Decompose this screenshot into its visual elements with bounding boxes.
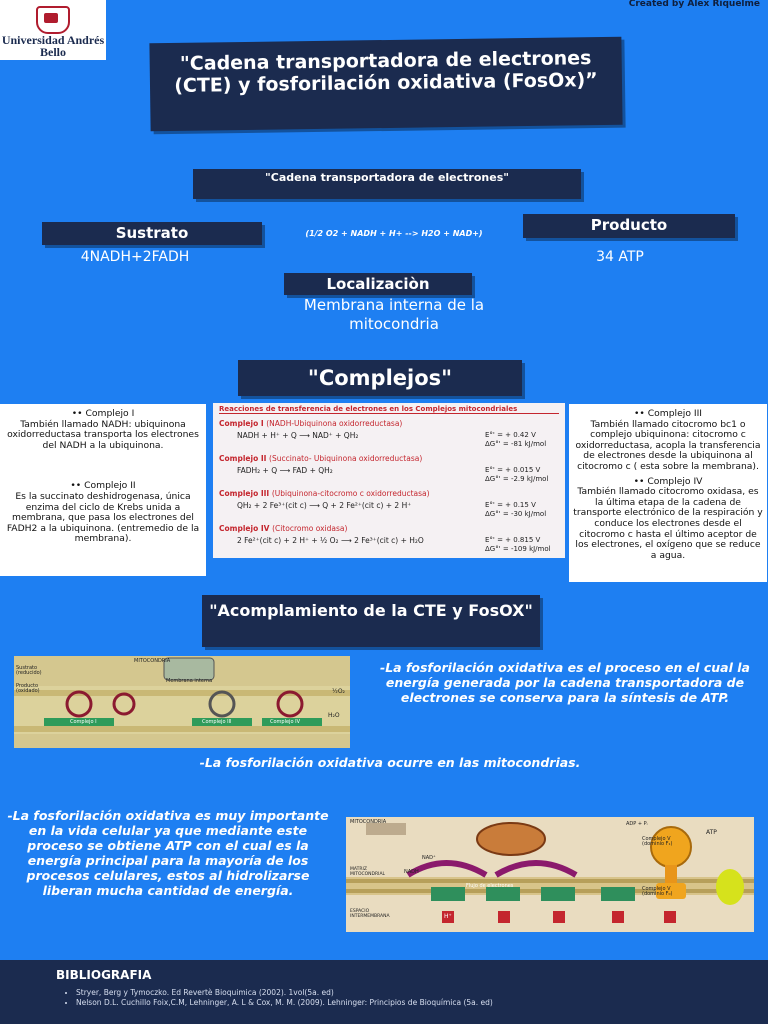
etc-complex-diagram (14, 656, 350, 748)
logo-name: Universidad Andrés Bello (1, 33, 105, 59)
table-row: Complejo II (Succinato- Ubiquinona oxidorreductasa) FADH₂ + Q ⟶ FAD + QH₂ E°' = + 0.015 V ΔG°' = -2.9 kJ/mol (219, 454, 549, 483)
acoplamiento-paragraph-3: -La fosforilación oxidativa es muy importante en la vida celular ya que mediante este proceso se obtiene ATP con el cual es la energía principal para la mayoría de los procesos celulares, estos al hidrolizarse liberan mucha cantidad de energía. (7, 808, 329, 898)
complejo-4-title: •• Complejo IV (633, 475, 703, 487)
credit-text: Created by Alex Riquelme (628, 0, 760, 9)
complejo-1-text: También llamado NADH: ubiquinona oxidorreductasa transporta los electrones del NADH a la ubiquinona. (7, 418, 199, 451)
diag1-c1: Complejo I (70, 719, 97, 725)
diag2-matriz: MATRIZ MITOCONDRIAL (350, 867, 386, 877)
sustrato-label: Sustrato (42, 222, 262, 245)
table-row: Complejo III (Ubiquinona-citocromo c oxidorreductasa) QH₂ + 2 Fe³⁺(cit c) ⟶ Q + 2 Fe²⁺(cit c) + 2 H⁺ E°' = + 0.15 V ΔG°' = -30 kJ/mol (219, 489, 547, 518)
complejo-1-title: •• Complejo I (71, 408, 135, 419)
complejo-2-text: Es la succinato deshidrogenasa, única enzima del ciclo de Krebs unida a membrana, que pasa los electrones del FADH2 a la ubiquinona. (entremedio de la membrana). (6, 490, 200, 545)
diag2-c5a: Complejo V (dominio F₁) (642, 836, 673, 847)
localizacion-value: Membrana interna de la mitocondria (303, 296, 485, 333)
bibliography-item: • Nelson D.L. Cuchillo Foix,C.M, Lehninger, A. L & Cox, M. M. (2009). Lehninger: Principios de Bioquímica (5a. ed) (76, 998, 768, 1008)
diag1-c4: Complejo IV (270, 719, 300, 725)
diag2-mitocondria: MITOCONDRIA (350, 819, 387, 825)
acoplamiento-paragraph-1: -La fosforilación oxidativa es el proceso en el cual la energía generada por la cadena transportadora de electrones se conserva para la síntesis de ATP. (380, 660, 750, 705)
reactions-table (213, 403, 565, 558)
table-row: Complejo IV (Citocromo oxidasa) 2 Fe²⁺(cit c) + 2 H⁺ + ½ O₂ ⟶ 2 Fe³⁺(cit c) + H₂O E°' = + 0.815 V ΔG°' = -109 kJ/mol (219, 524, 551, 553)
localizacion-label: Localizaciòn (284, 273, 472, 295)
diag1-producto: Producto (oxidado) (16, 683, 40, 694)
bibliography-title: BIBLIOGRAFIA (56, 968, 152, 982)
section-subtitle: "Cadena transportadora de electrones" (193, 169, 581, 199)
diag1-membrana: Membrana interna (166, 678, 213, 684)
diag2-adp: ADP + Pᵢ (626, 821, 648, 827)
bibliography (0, 960, 768, 1024)
diag2-atp: ATP (706, 829, 717, 836)
reaction-equation: (1/2 O2 + NADH + H+ --> H2O + NAD+) (305, 229, 483, 238)
table-caption: Reacciones de transferencia de electrones en los Complejos mitocondriales (219, 405, 559, 414)
complejo-4-text: También llamado citocromo oxidasa, es la última etapa de la cadena de transporte electrónico de la respiración y conduce los electrones desde el citocromo c hasta el último aceptor de los electrones, el oxígeno que se reduce a agua. (573, 486, 763, 561)
diag1-o2: ½O₂ (332, 688, 345, 695)
diag1-c3: Complejo III (202, 719, 232, 725)
bibliography-item: • Stryer, Berg y Tymoczko. Ed Revertè Bioquimica (2002). 1vol(5a. ed) (76, 988, 768, 998)
producto-value: 34 ATP (596, 249, 644, 265)
acoplamiento-paragraph-2: -La fosforilación oxidativa ocurre en las mitocondrias. (199, 755, 581, 770)
diag1-sustrato: Sustrato (reducido) (16, 665, 42, 676)
table-row: Complejo I (NADH-Ubiquinona oxidorreductasa) NADH + H⁺ + Q ⟶ NAD⁺ + QH₂ E°' = + 0.42 V ΔG°' = -81 kJ/mol (219, 419, 547, 448)
diag1-mitocondria: MITOCONDRIA (134, 658, 171, 664)
diag2-espacio: ESPACIO INTERMEMBRANA (350, 909, 390, 919)
complejos-left-card (0, 404, 206, 576)
diag2-nadh: NADH (404, 869, 419, 875)
complejo-3-text: También llamado citocromo bc1 o complejo ubiquinona: citocromo c oxidorreductasa, acopla la transferencia de electrones desde la ubiquinona al citocromo c ( esta sobre la membrana). (575, 418, 761, 472)
acoplamiento-title: "Acomplamiento de la CTE y FosOX" (202, 595, 540, 647)
producto-label: Producto (523, 214, 735, 238)
oxphos-diagram (346, 817, 754, 932)
main-title: "Cadena transportadora de electrones (CTE) y fosforilación oxidativa (FosOx)” (149, 37, 622, 132)
diag2-h: H⁺ (444, 913, 452, 920)
sustrato-value: 4NADH+2FADH (80, 249, 190, 265)
university-logo (0, 0, 106, 60)
complejo-2-title: •• Complejo II (70, 480, 136, 492)
complejos-title: "Complejos" (238, 360, 522, 396)
complejo-3-title: •• Complejo III (633, 408, 702, 419)
diag2-flujo: Flujo de electrones (466, 883, 514, 889)
crest-icon (36, 6, 70, 34)
complejos-right-card (569, 404, 767, 582)
diag2-nad: NAD⁺ (422, 855, 436, 861)
diag2-c5b: Complejo V (dominio F₀) (642, 886, 673, 897)
diag1-h2o: H₂O (328, 712, 340, 719)
